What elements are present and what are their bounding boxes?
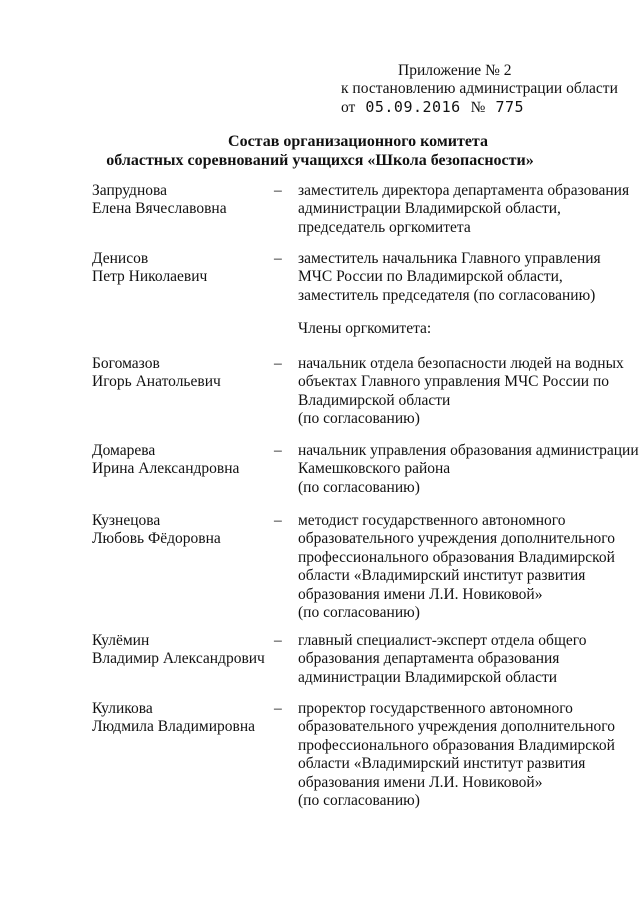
members-heading: Члены оргкомитета: <box>298 320 432 337</box>
member-name <box>92 632 272 669</box>
member-role-line: главный специалист-эксперт отдела общего <box>298 632 587 649</box>
member-name <box>92 250 272 287</box>
member-role-line: (по согласованию) <box>298 604 420 622</box>
member-name-line: Владимир Александрович <box>92 650 265 668</box>
member-role <box>298 250 638 305</box>
member-name <box>92 700 272 737</box>
member-role-line: образования имени Л.И. Новиковой» <box>298 585 543 603</box>
member-role-line: администрации Владимирской области <box>298 668 558 686</box>
member-name-line: Ирина Александровна <box>92 460 240 478</box>
member-name-line: Петр Николаевич <box>92 268 208 286</box>
member-name-line: Любовь Фёдоровна <box>92 530 221 548</box>
entry-dash: – <box>274 355 282 372</box>
member-role-line: (по согласованию) <box>298 792 420 810</box>
member-name-line: Куликова <box>92 700 153 717</box>
member-role-line: объектах Главного управления МЧС России по <box>298 373 610 391</box>
member-role-line: Камешковского района <box>298 460 451 478</box>
member-role-line: начальник управления образования администрации <box>298 442 639 459</box>
member-role-line: профессионального образования Владимирской <box>298 548 615 566</box>
member-name <box>92 512 272 549</box>
member-name <box>92 442 272 479</box>
member-role <box>298 355 638 429</box>
member-role-line: образовательного учреждения дополнительного <box>298 530 616 548</box>
member-role <box>298 700 638 810</box>
appendix-block <box>341 62 618 117</box>
member-role-line: образования имени Л.И. Новиковой» <box>298 773 543 791</box>
member-role-line: (по согласованию) <box>298 478 420 496</box>
member-role-line: образовательного учреждения дополнительного <box>298 718 616 736</box>
member-name-line: Денисов <box>92 250 149 267</box>
entry-dash: – <box>274 700 282 717</box>
member-name-line: Домарева <box>92 442 156 459</box>
member-role-line: заместитель начальника Главного управления <box>298 250 601 267</box>
member-role-line: проректор государственного автономного <box>298 700 573 717</box>
member-role-line: образования департамента образования <box>298 650 560 668</box>
title-line-1: Состав организационного комитета <box>228 133 488 150</box>
member-role <box>298 512 638 622</box>
member-role-line: профессионального образования Владимирской <box>298 736 615 754</box>
member-name-line: Людмила Владимировна <box>92 718 256 736</box>
entry-dash: – <box>274 512 282 529</box>
member-role-line: заместитель председателя (по согласованию) <box>298 286 596 304</box>
member-name-line: Кузнецова <box>92 512 161 529</box>
member-name-line: Богомазов <box>92 355 160 372</box>
member-role-line: начальник отдела безопасности людей на водных <box>298 355 624 372</box>
appendix-reference: к постановлению администрации области <box>341 80 618 97</box>
member-name <box>92 355 272 392</box>
appendix-date-line <box>341 98 618 117</box>
date-value: 05.09.2016 <box>365 98 461 116</box>
member-name-line: Елена Вячеславовна <box>92 200 227 218</box>
member-name-line: Игорь Анатольевич <box>92 373 221 391</box>
member-name-line: Кулёмин <box>92 632 150 649</box>
date-label: от <box>341 99 356 116</box>
entry-dash: – <box>274 250 282 267</box>
member-role-line: (по согласованию) <box>298 410 420 428</box>
member-name <box>92 182 272 219</box>
member-role-line: методист государственного автономного <box>298 512 566 529</box>
member-role-line: области «Владимирский институт развития <box>298 567 586 585</box>
member-role-line: администрации Владимирской области, <box>298 200 561 218</box>
entry-dash: – <box>274 442 282 459</box>
number-value: 775 <box>495 98 525 116</box>
member-role <box>298 182 638 237</box>
appendix-number: Приложение № 2 <box>398 62 512 79</box>
member-role <box>298 632 638 687</box>
member-role-line: Владимирской области <box>298 391 451 409</box>
entry-dash: – <box>274 632 282 649</box>
member-role-line: области «Владимирский институт развития <box>298 755 586 773</box>
member-role <box>298 442 638 497</box>
member-name-line: Запруднова <box>92 182 167 199</box>
member-role-line: председатель оргкомитета <box>298 218 471 236</box>
title-line-2: областных соревнований учащихся «Школа безопасности» <box>106 152 534 169</box>
number-label: № <box>470 99 486 116</box>
entry-dash: – <box>274 182 282 199</box>
document-title <box>0 132 640 170</box>
member-role-line: заместитель директора департамента образования <box>298 182 630 199</box>
member-role-line: МЧС России по Владимирской области, <box>298 268 563 286</box>
